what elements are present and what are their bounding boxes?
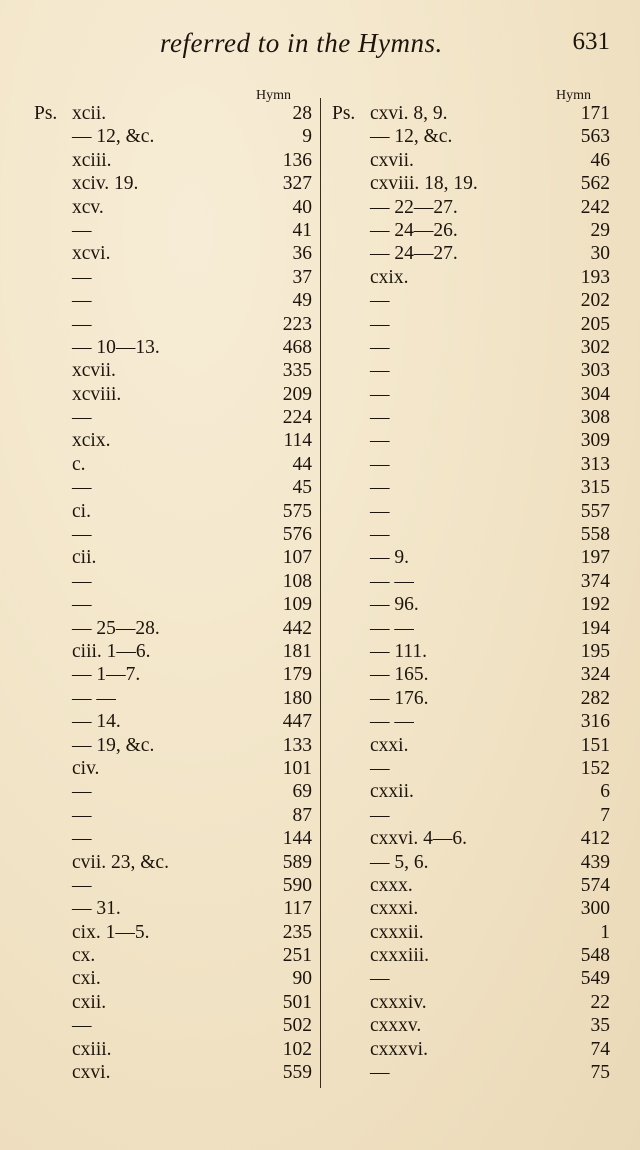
hymn-number: 29 [590, 219, 610, 241]
hymn-number: 101 [282, 757, 312, 779]
hymn-number: 195 [580, 640, 610, 662]
psalm-reference: — [370, 1062, 390, 1084]
psalm-reference: — [370, 757, 390, 779]
index-entry [332, 1038, 610, 1061]
psalm-reference: — [370, 804, 390, 826]
hymn-number: 107 [282, 547, 312, 569]
index-entry [332, 1061, 610, 1084]
index-entry [332, 383, 610, 406]
psalm-reference: — 14. [72, 711, 121, 733]
index-entry [332, 593, 610, 616]
index-entry [34, 991, 312, 1014]
hymn-number: 151 [580, 734, 610, 756]
psalm-reference: — [72, 594, 92, 616]
psalm-reference: — [72, 313, 92, 335]
hymn-number: 75 [590, 1062, 610, 1084]
psalm-reference: — [72, 804, 92, 826]
hymn-number: 235 [282, 921, 312, 943]
psalm-reference: — [370, 500, 390, 522]
psalm-reference: xcviii. [72, 383, 122, 405]
index-entry [332, 991, 610, 1014]
psalm-reference: — — [370, 570, 414, 592]
psalm-reference: — [72, 290, 92, 312]
index-entry [34, 219, 312, 242]
index-entry [332, 219, 610, 242]
psalm-reference: cx. [72, 945, 96, 967]
psalm-reference: — 96. [370, 594, 419, 616]
psalm-reference: cvii. 23, &c. [72, 851, 169, 873]
psalm-reference: — [370, 383, 390, 405]
index-entry [332, 1014, 610, 1037]
hymn-number: 179 [282, 664, 312, 686]
hymn-number: 1 [600, 921, 610, 943]
hymn-number: 37 [292, 266, 312, 288]
hymn-number: 74 [590, 1038, 610, 1060]
index-entry [34, 429, 312, 452]
index-entry [34, 897, 312, 920]
psalm-reference: cxxxiii. [370, 945, 430, 967]
psalm-reference: xcii. [72, 103, 107, 124]
psalm-reference: — [72, 219, 92, 241]
psalm-reference: — 25—28. [72, 617, 160, 639]
index-entry [34, 640, 312, 663]
index-entry [34, 476, 312, 499]
index-entry [34, 944, 312, 967]
hymn-number: 468 [282, 336, 312, 358]
psalm-reference: cxxxvi. [370, 1038, 428, 1060]
index-entry [332, 289, 610, 312]
hymn-number: 114 [283, 430, 312, 452]
hymn-number: 304 [580, 383, 610, 405]
psalm-reference: — [72, 407, 92, 429]
index-entry [34, 266, 312, 289]
psalm-reference: — 31. [72, 898, 121, 920]
hymn-number: 193 [580, 266, 610, 288]
index-entry [332, 687, 610, 710]
psalm-reference: cxvii. [370, 149, 414, 171]
index-entry [34, 804, 312, 827]
psalm-reference: — [370, 407, 390, 429]
psalm-reference: cxxxii. [370, 921, 424, 943]
index-entry [332, 406, 610, 429]
hymn-number: 30 [590, 243, 610, 265]
hymn-number: 303 [580, 360, 610, 382]
index-entry [34, 593, 312, 616]
psalm-reference: cxxvi. 4—6. [370, 828, 467, 850]
index-entry [34, 757, 312, 780]
psalm-reference: — [72, 781, 92, 803]
hymn-number: 442 [282, 617, 312, 639]
psalm-reference: — 24—27. [370, 243, 458, 265]
hymn-number: 87 [292, 804, 312, 826]
index-entry [332, 734, 610, 757]
hymn-number: 412 [580, 828, 610, 850]
index-entry [332, 897, 610, 920]
index-entry [34, 1014, 312, 1037]
hymn-number: 46 [590, 149, 610, 171]
psalm-reference: — 12, &c. [72, 126, 155, 148]
psalm-reference: — [72, 524, 92, 546]
hymn-number: 90 [292, 968, 312, 990]
index-entry [332, 196, 610, 219]
hymn-number: 181 [282, 640, 312, 662]
left-column-heading: Hymn [256, 88, 291, 103]
hymn-number: 44 [292, 453, 312, 475]
hymn-number: 69 [292, 781, 312, 803]
index-entry [332, 336, 610, 359]
hymn-number: 40 [292, 196, 312, 218]
index-entry [332, 453, 610, 476]
index-entry [34, 827, 312, 850]
index-entry [332, 757, 610, 780]
index-entry [34, 102, 312, 125]
psalm-reference: — — [72, 687, 116, 709]
index-entry [332, 359, 610, 382]
psalm-reference: — [370, 336, 390, 358]
hymn-number: 575 [282, 500, 312, 522]
index-entry [34, 406, 312, 429]
psalm-reference: cxxxv. [370, 1015, 422, 1037]
index-entry [332, 546, 610, 569]
hymn-number: 562 [580, 173, 610, 195]
running-title: referred to in the Hymns. [160, 28, 443, 58]
hymn-number: 316 [580, 711, 610, 733]
hymn-number: 28 [292, 103, 312, 124]
hymn-number: 108 [282, 570, 312, 592]
psalm-reference: xciii. [72, 149, 112, 171]
psalm-reference: — [370, 360, 390, 382]
page-header [0, 28, 640, 64]
psalm-reference: — — [370, 711, 414, 733]
hymn-number: 548 [580, 945, 610, 967]
hymn-number: 313 [580, 453, 610, 475]
index-entry [34, 570, 312, 593]
hymn-number: 180 [282, 687, 312, 709]
index-entry [332, 313, 610, 336]
hymn-number: 171 [580, 103, 610, 124]
left-index-column [34, 102, 312, 1084]
psalm-reference: ci. [72, 500, 91, 522]
psalm-reference: — 176. [370, 687, 429, 709]
psalm-reference: cxxxiv. [370, 991, 427, 1013]
hymn-number: 439 [580, 851, 610, 873]
psalm-reference: — [370, 313, 390, 335]
hymn-number: 558 [580, 524, 610, 546]
hymn-number: 251 [282, 945, 312, 967]
hymn-number: 22 [590, 991, 610, 1013]
hymn-number: 315 [580, 477, 610, 499]
hymn-number: 576 [282, 524, 312, 546]
psalm-reference: civ. [72, 757, 100, 779]
index-entry [332, 921, 610, 944]
psalm-reference: cix. 1—5. [72, 921, 150, 943]
hymn-number: 308 [580, 407, 610, 429]
hymn-number: 224 [282, 407, 312, 429]
index-entry [34, 921, 312, 944]
index-entry [332, 710, 610, 733]
psalm-reference: — [72, 570, 92, 592]
psalm-reference: cxix. [370, 266, 409, 288]
hymn-number: 590 [282, 874, 312, 896]
psalm-reference: cxii. [72, 991, 107, 1013]
index-entry [34, 383, 312, 406]
hymn-number: 7 [600, 804, 610, 826]
index-entry [332, 172, 610, 195]
psalm-reference: — [370, 290, 390, 312]
hymn-number: 35 [590, 1015, 610, 1037]
index-entry [34, 1038, 312, 1061]
index-entry [332, 266, 610, 289]
psalm-reference: xcvi. [72, 243, 111, 265]
psalm-reference: — 165. [370, 664, 429, 686]
index-entry [34, 874, 312, 897]
hymn-number: 45 [292, 477, 312, 499]
psalm-reference: — [72, 874, 92, 896]
index-entry [34, 149, 312, 172]
hymn-number: 302 [580, 336, 610, 358]
hymn-number: 133 [282, 734, 312, 756]
hymn-number: 324 [580, 664, 610, 686]
psalm-reference: — [370, 477, 390, 499]
index-entry [332, 102, 610, 125]
index-entry [332, 500, 610, 523]
psalm-reference: cii. [72, 547, 97, 569]
index-entry [34, 734, 312, 757]
hymn-number: 144 [282, 828, 312, 850]
hymn-number: 202 [580, 290, 610, 312]
index-entry [332, 476, 610, 499]
psalm-reference: c. [72, 453, 86, 475]
hymn-number: 557 [580, 500, 610, 522]
hymn-number: 447 [282, 711, 312, 733]
index-entry [332, 570, 610, 593]
psalm-reference: — 10—13. [72, 336, 160, 358]
hymn-number: 502 [282, 1015, 312, 1037]
psalm-reference: — 5, 6. [370, 851, 429, 873]
psalm-reference: xcvii. [72, 360, 116, 382]
index-entry [34, 196, 312, 219]
hymn-number: 36 [292, 243, 312, 265]
index-entry [332, 523, 610, 546]
index-entry [34, 172, 312, 195]
hymn-number: 589 [282, 851, 312, 873]
index-entry [332, 125, 610, 148]
index-entry [34, 500, 312, 523]
index-entry [332, 663, 610, 686]
hymn-number: 501 [282, 991, 312, 1013]
index-entry [34, 851, 312, 874]
psalm-reference: — [370, 968, 390, 990]
index-entry [332, 804, 610, 827]
psalm-reference: — [72, 266, 92, 288]
index-entry [332, 944, 610, 967]
index-entry [332, 780, 610, 803]
psalm-reference: — [72, 1015, 92, 1037]
hymn-number: 563 [580, 126, 610, 148]
index-entry [332, 640, 610, 663]
hymn-number: 574 [580, 874, 610, 896]
hymn-number: 9 [302, 126, 312, 148]
index-entry [34, 359, 312, 382]
hymn-number: 282 [580, 687, 610, 709]
psalm-reference: — [370, 453, 390, 475]
psalm-reference: — — [370, 617, 414, 639]
index-entry [34, 242, 312, 265]
psalm-reference: — [370, 430, 390, 452]
hymn-number: 309 [580, 430, 610, 452]
psalm-reference: — 9. [370, 547, 409, 569]
hymn-number: 192 [580, 594, 610, 616]
hymn-number: 205 [580, 313, 610, 335]
psalm-reference: — [370, 524, 390, 546]
psalm-prefix: Ps. [332, 103, 356, 124]
psalm-reference: — 1—7. [72, 664, 141, 686]
index-entry [34, 546, 312, 569]
index-entry [332, 967, 610, 990]
hymn-number: 102 [282, 1038, 312, 1060]
hymn-number: 6 [600, 781, 610, 803]
psalm-reference: — 12, &c. [370, 126, 453, 148]
right-index-column [332, 102, 610, 1084]
psalm-reference: — 22—27. [370, 196, 458, 218]
hymn-number: 194 [580, 617, 610, 639]
hymn-number: 136 [282, 149, 312, 171]
index-entry [34, 780, 312, 803]
psalm-reference: xcix. [72, 430, 111, 452]
hymn-number: 117 [283, 898, 312, 920]
hymn-number: 335 [282, 360, 312, 382]
index-entry [332, 851, 610, 874]
hymn-number: 109 [282, 594, 312, 616]
psalm-reference: cxviii. 18, 19. [370, 173, 478, 195]
column-divider [320, 98, 321, 1088]
psalm-reference: cxvi. [72, 1062, 111, 1084]
psalm-reference: cxiii. [72, 1038, 112, 1060]
index-entry [34, 617, 312, 640]
index-entry [332, 617, 610, 640]
index-entry [34, 967, 312, 990]
index-entry [34, 663, 312, 686]
index-entry [34, 313, 312, 336]
psalm-reference: — 19, &c. [72, 734, 155, 756]
hymn-number: 197 [580, 547, 610, 569]
psalm-prefix: Ps. [34, 103, 58, 124]
hymn-number: 327 [282, 173, 312, 195]
index-entry [332, 429, 610, 452]
hymn-number: 242 [580, 196, 610, 218]
index-entry [332, 874, 610, 897]
index-entry [332, 827, 610, 850]
index-entry [34, 710, 312, 733]
hymn-number: 209 [282, 383, 312, 405]
psalm-reference: — [72, 477, 92, 499]
hymn-number: 41 [292, 219, 312, 241]
index-entry [34, 687, 312, 710]
hymn-number: 152 [580, 757, 610, 779]
hymn-number: 49 [292, 290, 312, 312]
hymn-number: 223 [282, 313, 312, 335]
psalm-reference: xciv. 19. [72, 173, 139, 195]
index-entry [332, 149, 610, 172]
hymn-number: 300 [580, 898, 610, 920]
index-entry [332, 242, 610, 265]
psalm-reference: cxxi. [370, 734, 409, 756]
psalm-reference: cxxii. [370, 781, 414, 803]
psalm-reference: cxvi. 8, 9. [370, 103, 448, 124]
hymn-number: 374 [580, 570, 610, 592]
index-entry [34, 336, 312, 359]
psalm-reference: cxi. [72, 968, 101, 990]
hymn-number: 549 [580, 968, 610, 990]
hymn-number: 559 [282, 1062, 312, 1084]
psalm-reference: — 111. [370, 640, 428, 662]
psalm-reference: cxxx. [370, 874, 413, 896]
index-entry [34, 523, 312, 546]
psalm-reference: ciii. 1—6. [72, 640, 151, 662]
index-entry [34, 453, 312, 476]
psalm-reference: xcv. [72, 196, 104, 218]
right-column-heading: Hymn [556, 88, 591, 103]
psalm-reference: cxxxi. [370, 898, 419, 920]
page-number: 631 [572, 28, 610, 55]
psalm-reference: — 24—26. [370, 219, 458, 241]
index-entry [34, 289, 312, 312]
index-entry [34, 125, 312, 148]
psalm-reference: — [72, 828, 92, 850]
index-entry [34, 1061, 312, 1084]
